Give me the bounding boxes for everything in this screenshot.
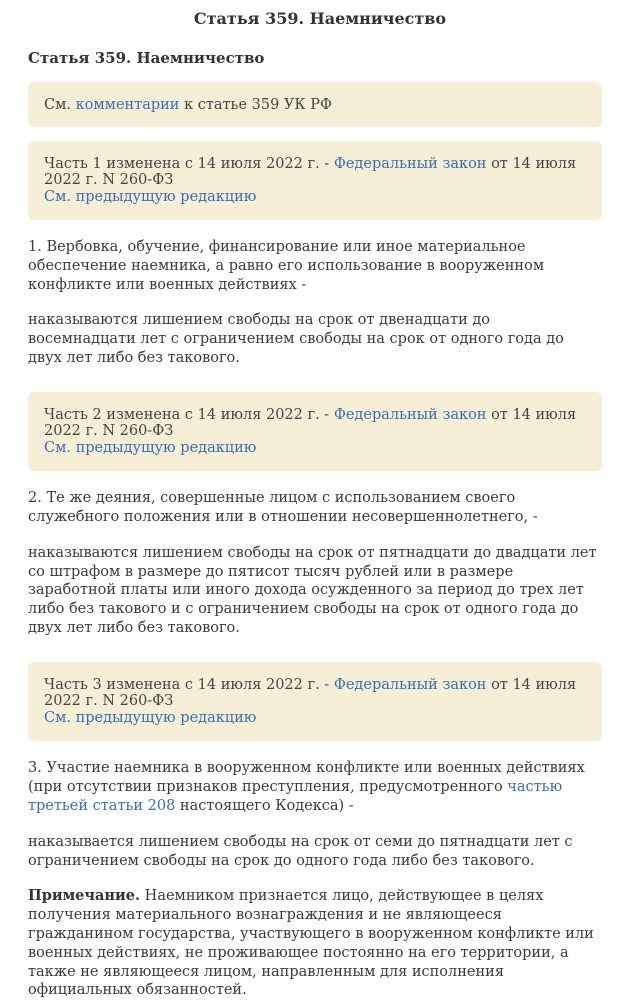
note-paragraph — [28, 887, 602, 1000]
commentary-prefix: См. — [44, 97, 71, 113]
part-3-text-after: настоящего Кодекса) - — [179, 797, 354, 814]
federal-law-link[interactable]: Федеральный закон — [333, 676, 487, 693]
commentary-suffix: к статье 359 УК РФ — [184, 97, 333, 113]
amendment-text: Часть 3 изменена с 14 июля 2022 г. - — [44, 676, 330, 693]
note-text: Наемником признается лицо, действующее в целях получения материального вознаграждения и не являющееся гражданином государства, участвующего в вооруженном конфликте или военных действиях, не проживающее постоянно на его территории, а также не являющееся лицом, направленным для исполнения официальных обязанностей. — [28, 888, 594, 999]
federal-law-link[interactable]: Федеральный закон — [333, 155, 487, 172]
federal-law-link[interactable]: Федеральный закон — [333, 406, 487, 423]
amendment-law-suffix: от 14 июля 2022 г. N 260-ФЗ — [44, 406, 577, 440]
part-2-text: 2. Те же деяния, совершенные лицом с использованием своего служебного положения или в отношении несовершеннолетнего, - — [28, 490, 538, 526]
amendment-law-suffix: от 14 июля 2022 г. N 260-ФЗ — [44, 155, 577, 188]
previous-edition-link[interactable]: См. предыдущую редакцию — [44, 188, 257, 205]
commentary-link[interactable]: комментарии — [75, 97, 180, 113]
article-title: Статья 359. Наемничество — [28, 49, 265, 67]
note-label: Примечание. — [28, 887, 141, 905]
part-3-text — [28, 759, 602, 815]
amendment-box-part-2 — [28, 392, 602, 472]
part-3-text-before: 3. Участие наемника в вооруженном конфликте или военных действиях (при отсутствии признаков преступления, предусмотренного — [28, 760, 585, 796]
part-1-punishment: наказываются лишением свободы на срок от двенадцати до восемнадцати лет с ограничением свободы на срок от одного года до двух лет либо без такового. — [28, 312, 564, 366]
amendment-box-part-3 — [28, 662, 602, 742]
previous-edition-link[interactable]: См. предыдущую редакцию — [44, 709, 257, 726]
amendment-text: Часть 1 изменена с 14 июля 2022 г. - — [44, 155, 330, 172]
amendment-law-suffix: от 14 июля 2022 г. N 260-ФЗ — [44, 676, 577, 710]
amendment-text: Часть 2 изменена с 14 июля 2022 г. - — [44, 406, 330, 423]
part-2-punishment: наказываются лишением свободы на срок от пятнадцати до двадцати лет со штрафом в размере до пятисот тысяч рублей или в размере заработной платы или иного дохода осужденного за период до трех лет либо без такового и с ограничением свободы на срок от одного года до двух лет либо без такового. — [28, 544, 597, 637]
previous-edition-link[interactable]: См. предыдущую редакцию — [44, 439, 257, 456]
page-title: Статья 359. Наемничество — [193, 9, 447, 28]
part-1-text: 1. Вербовка, обучение, финансирование или иное материальное обеспечение наемника, а равно его использование в вооруженном конфликте или военных действиях - — [28, 239, 545, 293]
part-3-punishment: наказывается лишением свободы на срок от семи до пятнадцати лет с ограничением свободы на срок до одного года либо без такового. — [28, 833, 573, 869]
amendment-box-part-1 — [28, 141, 602, 221]
article-208-link[interactable]: частью третьей статьи 208 — [28, 779, 563, 814]
commentary-box — [28, 82, 602, 127]
